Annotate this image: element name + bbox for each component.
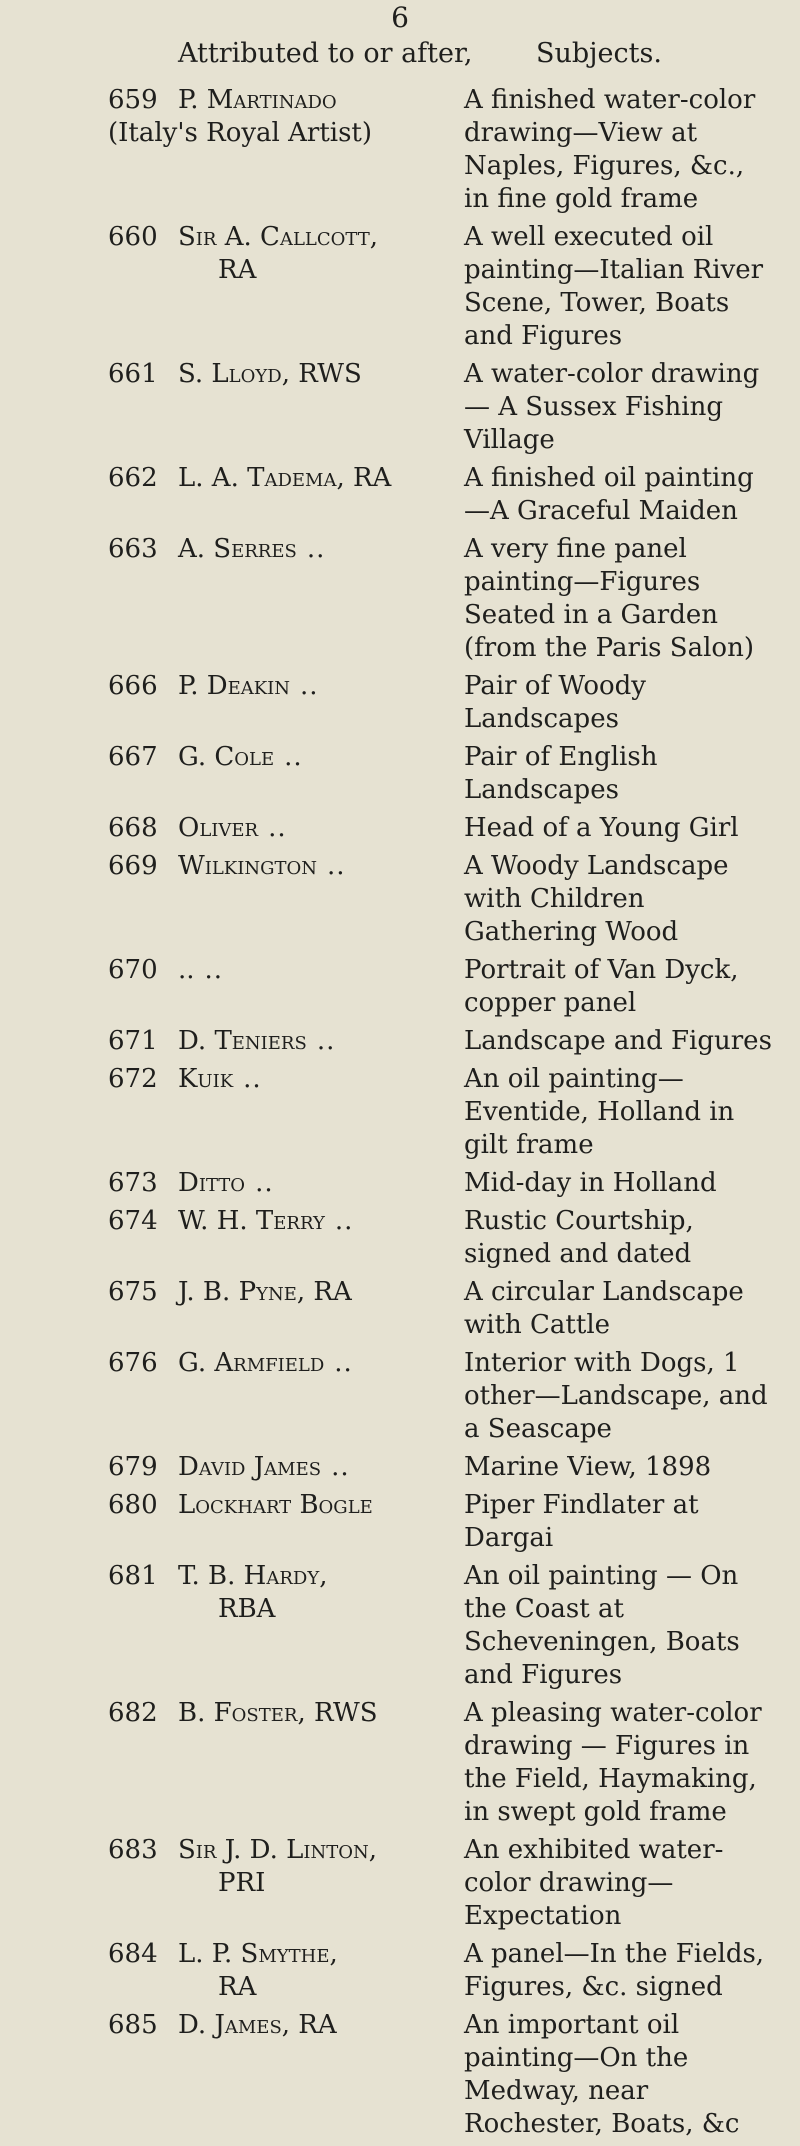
catalogue-entry — [0, 670, 800, 736]
artist-name — [178, 1489, 528, 1522]
leader-dots: .. — [331, 1452, 350, 1482]
subject-description: A very fine panel painting—Figures Seated in a Garden (from the Paris Salon) — [464, 534, 754, 663]
artist-name — [178, 1025, 528, 1058]
lot-number: 662 — [108, 463, 158, 493]
lot-number: 660 — [108, 222, 158, 252]
lot-number: 663 — [108, 534, 158, 564]
catalogue-entry — [0, 1276, 800, 1342]
artist-name-text: Sir J. D. Linton, — [178, 1835, 378, 1865]
artist-name-text: Wilkington — [178, 851, 317, 881]
lot-number: 669 — [108, 851, 158, 881]
subject-description: An oil painting—Eventide, Holland in gilt frame — [464, 1064, 735, 1160]
artist-name — [178, 954, 528, 987]
lot-number: 667 — [108, 742, 158, 772]
catalogue-entry — [0, 1205, 800, 1271]
subject-description: A finished water-color drawing—View at Naples, Figures, &c., in fine gold frame — [464, 85, 756, 214]
artist-name — [178, 670, 528, 703]
artist-name — [178, 1560, 528, 1626]
catalogue-entry — [0, 2009, 800, 2141]
artist-name-text: D. Teniers — [178, 1026, 307, 1056]
artist-name — [178, 1938, 528, 2004]
catalogue-entry — [0, 1834, 800, 1933]
subject-description: Rustic Courtship, signed and dated — [464, 1206, 694, 1269]
subject-description: A water-color drawing — A Sussex Fishing Village — [464, 359, 760, 455]
artist-subtitle: (Italy's Royal Artist) — [108, 118, 373, 148]
artist-name-text: .. — [178, 955, 195, 985]
lot-number: 668 — [108, 813, 158, 843]
subject-description: Pair of Woody Landscapes — [464, 671, 646, 734]
artist-name-text: A. Serres — [178, 534, 297, 564]
artist-name — [178, 358, 528, 391]
subject-description: A pleasing water-color drawing — Figures in the Field, Haymaking, in swept gold frame — [464, 1698, 762, 1827]
column-header — [178, 34, 662, 74]
lot-number: 675 — [108, 1277, 158, 1307]
artist-name — [178, 1167, 528, 1200]
artist-name-text: Lockhart Bogle — [178, 1490, 373, 1520]
artist-name — [178, 1276, 528, 1309]
lot-number: 672 — [108, 1064, 158, 1094]
lot-number: 680 — [108, 1490, 158, 1520]
lot-number: 682 — [108, 1698, 158, 1728]
lot-number: 674 — [108, 1206, 158, 1236]
lot-number: 685 — [108, 2010, 158, 2040]
artist-name-text: P. Deakin — [178, 671, 291, 701]
lot-number: 684 — [108, 1939, 158, 1969]
subject-description: A well executed oil painting—Italian River Scene, Tower, Boats and Figures — [464, 222, 764, 351]
leader-dots: .. — [327, 851, 346, 881]
subject-description: Marine View, 1898 — [464, 1452, 712, 1482]
artist-name-text: David James — [178, 1452, 322, 1482]
lot-number: 659 — [108, 85, 158, 115]
artist-name-text: P. Martinado — [178, 85, 337, 115]
lot-number: 681 — [108, 1561, 158, 1591]
lot-number: 683 — [108, 1835, 158, 1865]
artist-title: RA — [218, 255, 257, 285]
artist-name-text: Oliver — [178, 813, 259, 843]
artist-name-text: G. Armfield — [178, 1348, 325, 1378]
artist-title: RA — [218, 1972, 257, 2002]
artist-name-text: B. Foster, RWS — [178, 1698, 378, 1728]
catalogue-entry — [0, 1697, 800, 1829]
subject-description: Pair of English Landscapes — [464, 742, 658, 805]
page-number: 6 — [391, 1, 409, 34]
subject-description: Interior with Dogs, 1 other—Landscape, and a Seascape — [464, 1348, 768, 1444]
leader-dots: .. — [284, 742, 303, 772]
artist-name — [178, 1347, 528, 1380]
artist-name — [178, 1063, 528, 1096]
artist-name-text: T. B. Hardy, — [178, 1561, 328, 1591]
catalogue-entry — [0, 1063, 800, 1162]
subject-description: An exhibited water-color drawing— Expectation — [464, 1835, 724, 1931]
leader-dots: .. — [300, 671, 319, 701]
subject-description: Mid-day in Holland — [464, 1168, 717, 1198]
lot-number: 676 — [108, 1348, 158, 1378]
artist-name — [178, 850, 528, 883]
subject-description: Piper Findlater at Dargai — [464, 1490, 699, 1553]
artist-name-text: S. Lloyd, RWS — [178, 359, 362, 389]
subject-description: A circular Landscape with Cattle — [464, 1277, 744, 1340]
artist-name-text: L. A. Tadema, RA — [178, 463, 392, 493]
catalogue-entry — [0, 1025, 800, 1058]
catalogue-entry — [0, 1347, 800, 1446]
artist-name-text: D. James, RA — [178, 2010, 337, 2040]
artist-name-text: Sir A. Callcott, — [178, 222, 378, 252]
lot-number: 671 — [108, 1026, 158, 1056]
leader-dots: .. — [268, 813, 287, 843]
artist-title: PRI — [218, 1868, 266, 1898]
artist-name-text: G. Cole — [178, 742, 275, 772]
catalogue-entry — [0, 1167, 800, 1200]
catalogue-entry — [0, 1489, 800, 1555]
artist-name-text: W. H. Terry — [178, 1206, 325, 1236]
leader-dots: .. — [255, 1168, 274, 1198]
catalogue-entry — [0, 221, 800, 353]
leader-dots: .. — [334, 1348, 353, 1378]
artist-name — [178, 1205, 528, 1238]
artist-name — [178, 1834, 528, 1900]
subject-description: A Woody Landscape with Children Gathering Wood — [464, 851, 729, 947]
subject-description: A finished oil painting—A Graceful Maiden — [464, 463, 754, 526]
catalogue-entry — [0, 1451, 800, 1484]
artist-title: RBA — [218, 1594, 276, 1624]
artist-name — [178, 812, 528, 845]
artist-name — [178, 1451, 528, 1484]
lot-number: 670 — [108, 955, 158, 985]
catalogue-entry — [0, 84, 800, 216]
artist-name-text: Ditto — [178, 1168, 246, 1198]
catalogue-entry — [0, 1560, 800, 1692]
lot-number: 661 — [108, 359, 158, 389]
artist-name — [178, 462, 528, 495]
subject-description: An oil painting — On the Coast at Scheveningen, Boats and Figures — [464, 1561, 740, 1690]
catalogue-entry — [0, 462, 800, 528]
subject-description: Head of a Young Girl — [464, 813, 739, 843]
subject-description: A panel—In the Fields, Figures, &c. signed — [464, 1939, 765, 2002]
artist-name-text: J. B. Pyne, RA — [178, 1277, 352, 1307]
header-subjects: Subjects. — [536, 38, 662, 69]
lot-number: 666 — [108, 671, 158, 701]
lot-number: 673 — [108, 1168, 158, 1198]
header-attributed: Attributed to or after, — [178, 38, 473, 69]
artist-name — [178, 2009, 528, 2042]
subject-description: An important oil painting—On the Medway, near Rochester, Boats, &c — [464, 2010, 740, 2139]
leader-dots: .. — [316, 1026, 336, 1056]
artist-name-text: Kuik — [178, 1064, 234, 1094]
catalogue-entry — [0, 954, 800, 1020]
catalogue-entry — [0, 1938, 800, 2004]
leader-dots: .. — [243, 1064, 262, 1094]
subject-description: Landscape and Figures — [464, 1026, 772, 1056]
artist-name — [178, 221, 528, 287]
catalogue-entry — [0, 812, 800, 845]
artist-name — [178, 533, 528, 566]
catalogue-entry — [0, 850, 800, 949]
catalogue-entry — [0, 358, 800, 457]
artist-name — [178, 1697, 528, 1730]
leader-dots: .. — [204, 955, 224, 985]
artist-name-text: L. P. Smythe, — [178, 1939, 338, 1969]
artist-name — [178, 84, 478, 117]
catalogue-entry — [0, 741, 800, 807]
subject-description: Portrait of Van Dyck, copper panel — [464, 955, 739, 1018]
artist-name — [178, 741, 528, 774]
leader-dots: .. — [334, 1206, 354, 1236]
catalogue-list — [0, 84, 800, 2146]
catalogue-entry — [0, 533, 800, 665]
leader-dots: .. — [306, 534, 326, 564]
lot-number: 679 — [108, 1452, 158, 1482]
